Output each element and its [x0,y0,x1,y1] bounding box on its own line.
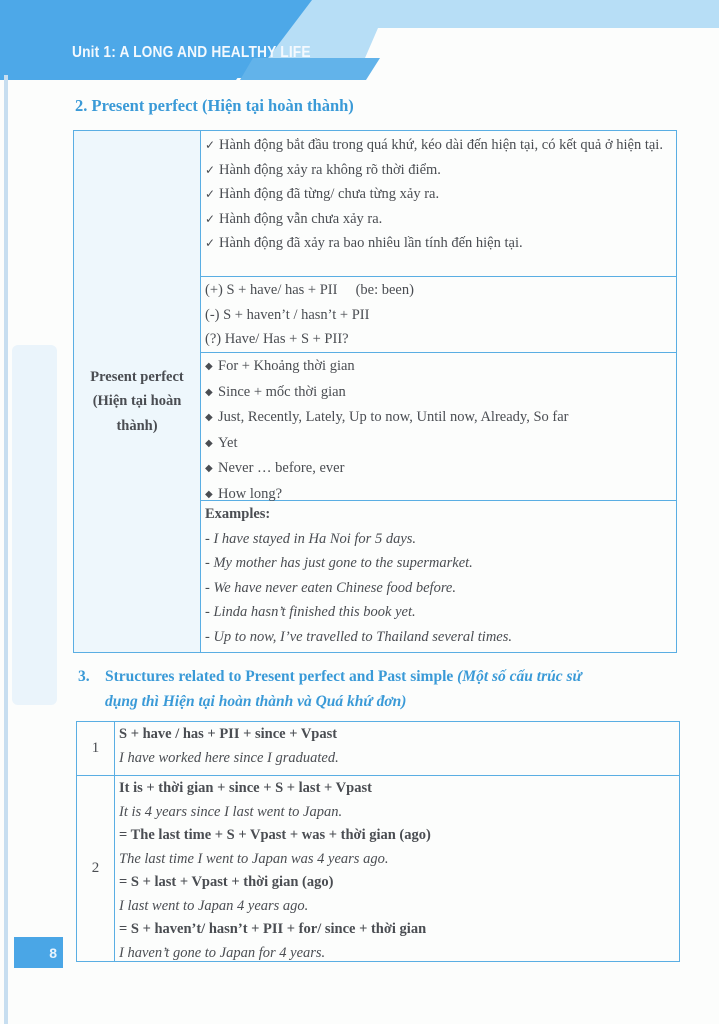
row-number: 2 [77,776,115,961]
examples-title: Examples: [205,506,271,522]
page-number-badge [14,937,63,968]
structure-example: I last went to Japan 4 years ago. [119,897,309,914]
structure-row [77,722,679,776]
bullet-icon: ◆ [205,412,213,423]
usage-item: ✓ Hành động đã từng/ chưa từng xảy ra. [205,182,670,207]
present-perfect-table [73,130,677,653]
bullet-icon: ◆ [205,437,213,449]
signal-words-cell [201,353,676,501]
form-affirmative: (+) S + have/ has + PII (be: been) [205,282,414,298]
usage-item: ✓ Hành động vẫn chưa xảy ra. [205,207,670,232]
section-3-heading-en: Structures related to Present perfect and Past simple [105,668,458,685]
usage-item: ✓ Hành động xảy ra không rõ thời điểm. [205,158,670,183]
bullet-icon: ◆ [205,463,213,474]
unit-title: Unit 1: A LONG AND HEALTHY LIFE [72,44,311,61]
signal-item: ◆ Just, Recently, Lately, Up to now, Until now, Already, So far [205,405,670,431]
examples-cell [201,501,676,652]
tense-label-cell [74,131,201,652]
signal-item: ◆ How long? [205,482,670,508]
page-number: 8 [49,944,57,961]
section-2-heading: 2. Present perfect (Hiện tại hoàn thành) [75,96,354,115]
form-negative: (-) S + haven’t / hasn’t + PII [205,306,370,323]
structure-formula: = The last time + S + Vpast + was + thời gian (ago) [119,827,431,843]
signal-item: ◆ For + Khoảng thời gian [205,354,670,380]
signal-item: ◆ Never … before, ever [205,456,670,482]
structure-formula: = S + last + Vpast + thời gian (ago) [119,874,334,890]
usage-item: ✓ Hành động bắt đầu trong quá khứ, kéo dài đến hiện tại, có kết quả ở hiện tại. [205,133,670,158]
row-number: 1 [77,722,115,775]
form-question: (?) Have/ Has + S + PII? [205,331,349,347]
signal-item: ◆ Yet [205,431,670,457]
tense-details [201,131,676,652]
check-icon: ✓ [205,236,216,250]
tense-label: Present perfect (Hiện tại hoàn thành) [90,368,184,434]
example-sentence: - Up to now, I’ve travelled to Thailand several times. [205,628,512,645]
structure-content [115,722,679,775]
bullet-icon: ◆ [205,361,213,372]
check-icon: ✓ [205,162,216,177]
structure-formula: = S + haven’t/ hasn’t + PII + for/ since + thời gian [119,921,427,937]
bullet-icon: ◆ [205,386,213,398]
section-3-heading-vi: (Một số cấu trúc sử [457,668,582,685]
structure-example: The last time I went to Japan was 4 years ago. [119,850,389,867]
page-edge-tab [12,345,57,705]
unit-header-banner [0,0,719,110]
structure-content [115,776,679,961]
section-3-heading [78,664,688,714]
structure-example: I haven’t gone to Japan for 4 years. [119,944,326,961]
usage-item: ✓ Hành động đã xảy ra bao nhiêu lần tính đến hiện tại. [205,231,670,256]
structure-formula: S + have / has + PII + since + Vpast [119,726,338,742]
structures-table [76,721,680,962]
bullet-icon: ◆ [205,488,213,500]
structure-formula: It is + thời gian + since + S + last + Vpast [119,780,372,796]
example-sentence: - We have never eaten Chinese food before. [205,579,456,596]
check-icon: ✓ [205,211,216,226]
page-edge-strip [4,75,8,1024]
check-icon: ✓ [205,187,216,201]
usage-cell [201,131,676,277]
example-sentence: - I have stayed in Ha Noi for 5 days. [205,530,417,547]
structure-example: It is 4 years since I last went to Japan. [119,803,343,820]
check-icon: ✓ [205,138,216,152]
structure-example: I have worked here since I graduated. [119,749,339,766]
example-sentence: - Linda hasn’t finished this book yet. [205,604,416,620]
example-sentence: - My mother has just gone to the supermarket. [205,555,473,571]
structure-row [77,776,679,961]
signal-item: ◆ Since + mốc thời gian [205,380,670,406]
section-3-heading-vi-cont: dụng thì Hiện tại hoàn thành và Quá khứ đơn) [105,693,407,710]
form-cell [201,277,676,353]
section-3-number: 3. [78,668,90,685]
